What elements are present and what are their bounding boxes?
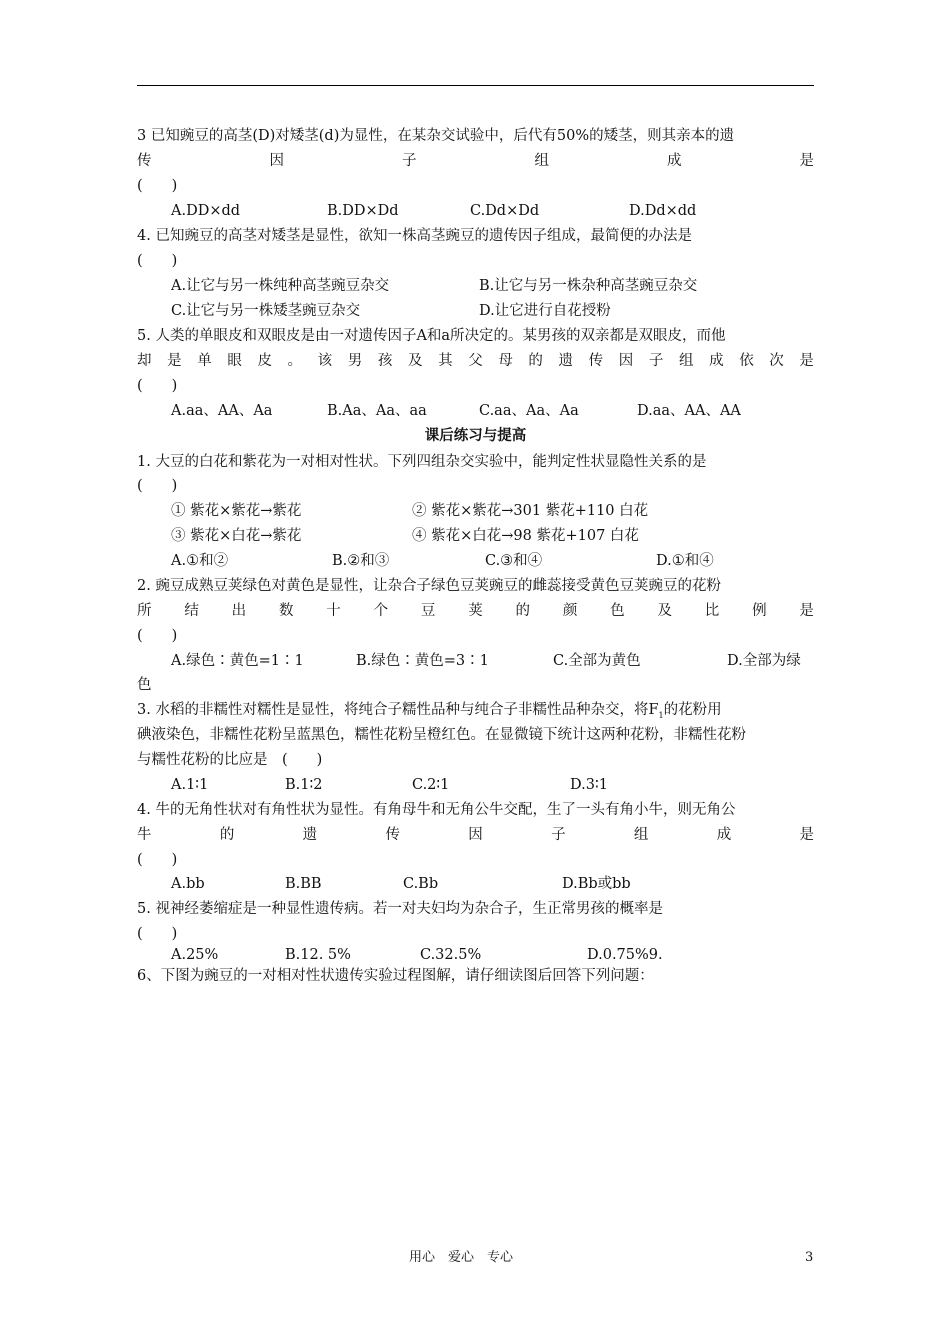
q4-option-d: D.让它进行自花授粉 <box>479 303 611 319</box>
post-q1-option-b: B.②和③ <box>332 553 390 569</box>
post-q4-answer-paren: ( ) <box>137 852 178 868</box>
post-q1-option-c: C.③和④ <box>485 553 543 569</box>
post-q4-options <box>137 872 814 896</box>
post-q1-cross-4: ④ 紫花×白花→98 紫花+107 白花 <box>412 528 639 544</box>
post-q1-stem: 1. 大豆的白花和紫花为一对相对性状。下列四组杂交实验中，能判定性状显隐性关系的是 <box>137 454 707 470</box>
post-q3-option-c: C.2∶1 <box>412 777 450 793</box>
q4-option-b: B.让它与另一株杂种高茎豌豆杂交 <box>479 278 698 294</box>
post-q5-option-d: D.0.75%9. <box>587 947 663 963</box>
q4-answer-paren: ( ) <box>137 253 178 269</box>
post-q1-cross-1: ① 紫花×紫花→紫花 <box>171 503 302 519</box>
q5-stem-line2: 却 是 单 眼 皮 。 该 男 孩 及 其 父 母 的 遗 传 因 子 组 成 依 次 是 <box>137 353 814 369</box>
q3-option-a: A.DD×dd <box>171 203 241 219</box>
post-q5-option-a: A.25% <box>171 947 219 963</box>
post-q2-option-c: C.全部为黄色 <box>553 653 641 669</box>
post-q1-option-d: D.①和④ <box>656 553 714 569</box>
post-q2-option-d: D.全部为绿 <box>727 653 801 669</box>
q4-option-c: C.让它与另一株矮茎豌豆杂交 <box>171 303 361 319</box>
header-rule <box>137 85 814 86</box>
post-q2-stem-line2: 所 结 出 数 十 个 豆 荚 的 颜 色 及 比 例 是 <box>137 603 814 619</box>
q4-option-a: A.让它与另一株纯种高茎豌豆杂交 <box>171 278 390 294</box>
post-q4-option-b: B.BB <box>285 876 322 892</box>
post-q4-option-a: A.bb <box>171 876 205 892</box>
post-q1-cross-2: ② 紫花×紫花→301 紫花+110 白花 <box>412 503 649 519</box>
q5-option-c: C.aa、Aa、Aa <box>479 403 579 419</box>
post-q5-stem-line1: 5. 视神经萎缩症是一种显性遗传病。若一对夫妇均为杂合子，生正常男孩的概率是 <box>137 901 663 917</box>
post-q5-option-b: B.12. 5% <box>285 947 351 963</box>
post-q3-option-b: B.1∶2 <box>285 777 323 793</box>
post-q2-answer-paren: ( ) <box>137 628 178 644</box>
q3-stem-line2: 传 因 子 组 成 是 <box>137 153 814 169</box>
post-q3-options <box>137 773 814 797</box>
q5-answer-paren: ( ) <box>137 378 178 394</box>
q3-answer-paren: ( ) <box>137 178 178 194</box>
q5-stem-line1: 5. 人类的单眼皮和双眼皮是由一对遗传因子A和a所决定的。某男孩的双亲都是双眼皮，而他 <box>137 328 726 344</box>
post-q1-option-a: A.①和② <box>171 553 229 569</box>
post-q1-crosses-row1 <box>137 499 814 523</box>
post-q2-option-b: B.绿色∶黄色=3∶1 <box>356 653 489 669</box>
q5-options <box>137 399 814 423</box>
post-q4-stem-line2: 牛 的 遗 传 因 子 组 成 是 <box>137 827 814 843</box>
post-q6-stem: 6、下图为豌豆的一对相对性状遗传实验过程图解，请仔细读图后回答下列问题： <box>137 968 654 984</box>
section-title: 课后练习与提高 <box>424 428 527 444</box>
footer-motto: 用心 爱心 专心 <box>409 1250 514 1265</box>
q5-option-a: A.aa、AA、Aa <box>171 403 273 419</box>
post-q5-option-c: C.32.5% <box>420 947 482 963</box>
post-q3-stem-line3: 与糯性花粉的比应是 ( ) <box>137 752 323 768</box>
post-q2-option-wrap: 色 <box>137 677 152 693</box>
q4-options-row2 <box>137 299 814 323</box>
q4-options-row1 <box>137 274 814 298</box>
q3-option-b: B.DD×Dd <box>327 203 399 219</box>
q5-option-d: D.aa、AA、AA <box>637 403 741 419</box>
post-q2-options <box>137 649 814 673</box>
post-q2-option-a: A.绿色∶黄色=1∶1 <box>171 653 304 669</box>
post-q5-answer-paren: ( ) <box>137 926 178 942</box>
post-q4-option-d: D.Bb或bb <box>562 876 631 892</box>
post-q4-option-c: C.Bb <box>403 876 439 892</box>
q3-option-c: C.Dd×Dd <box>470 203 540 219</box>
q3-options <box>137 199 814 223</box>
post-q1-crosses-row2 <box>137 524 814 548</box>
page-number: 3 <box>805 1250 814 1265</box>
post-q3-option-d: D.3∶1 <box>570 777 608 793</box>
post-q1-answer-paren: ( ) <box>137 478 178 494</box>
post-q3-option-a: A.1∶1 <box>171 777 209 793</box>
post-q2-stem-line1: 2. 豌豆成熟豆荚绿色对黄色是显性，让杂合子绿色豆荚豌豆的雌蕊接受黄色豆荚豌豆的花粉 <box>137 578 721 594</box>
post-q3-stem-line1: 3. 水稻的非糯性对糯性是显性，将纯合子糯性品种与纯合子非糯性品种杂交，将$F_1$的花粉用 <box>137 702 722 720</box>
post-q4-stem-line1: 4. 牛的无角性状对有角性状为显性。有角母牛和无角公牛交配，生了一头有角小牛，则无角公 <box>137 802 736 818</box>
q3-option-d: D.Dd×dd <box>629 203 697 219</box>
post-q1-cross-3: ③ 紫花×白花→紫花 <box>171 528 302 544</box>
post-q1-options <box>137 549 814 573</box>
post-q3-stem-line2: 碘液染色，非糯性花粉呈蓝黑色，糯性花粉呈橙红色。在显微镜下统计这两种花粉，非糯性花粉 <box>137 727 746 743</box>
q5-option-b: B.Aa、Aa、aa <box>327 403 427 419</box>
q3-stem-line1: 3 已知豌豆的高茎(D)对矮茎(d)为显性，在某杂交试验中，后代有50%的矮茎，则其亲本的遗 <box>137 128 735 144</box>
q4-stem-line1: 4. 已知豌豆的高茎对矮茎是显性，欲知一株高茎豌豆的遗传因子组成，最简便的办法是 <box>137 228 692 244</box>
